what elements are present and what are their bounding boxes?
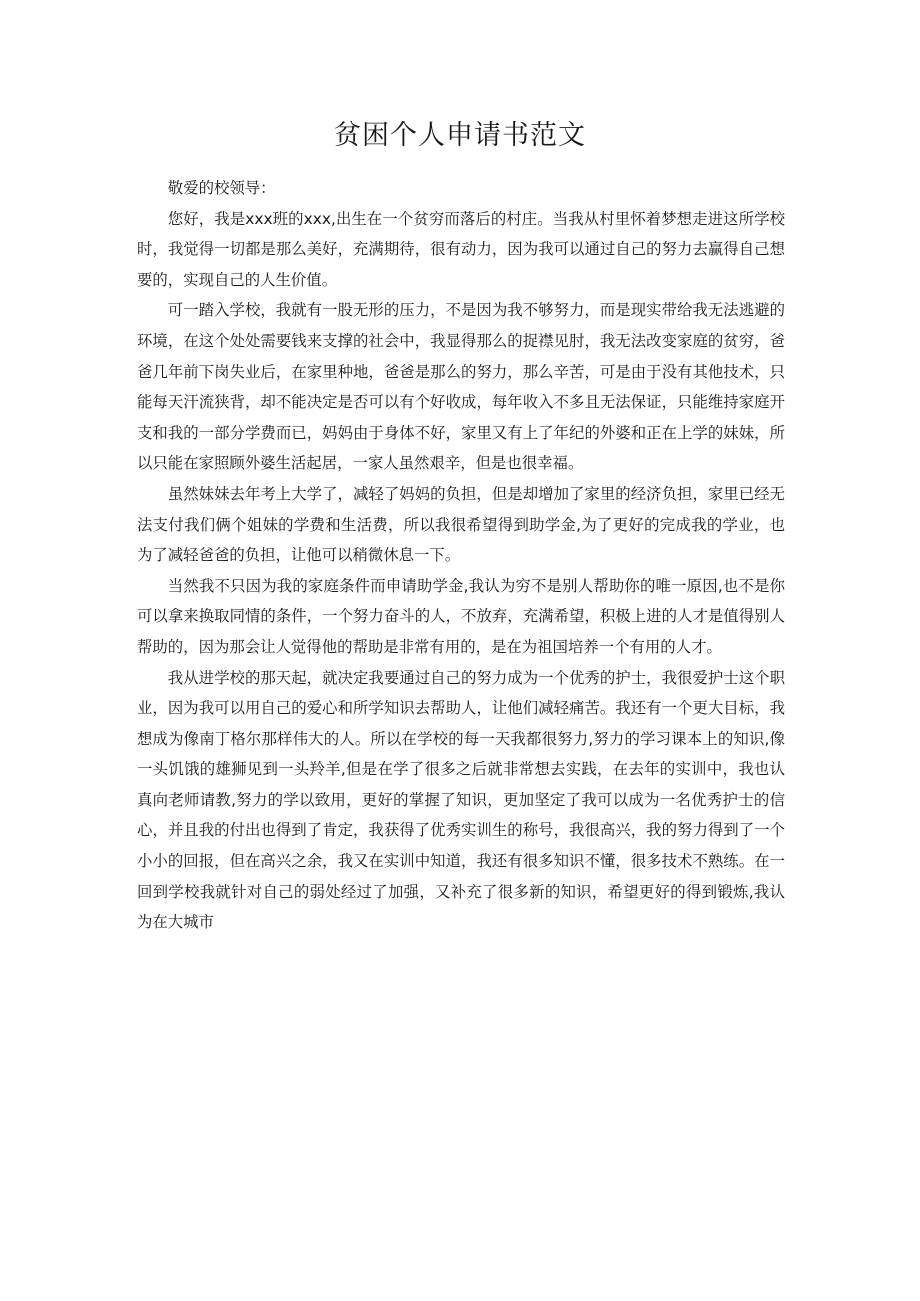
salutation: 敬爱的校领导： xyxy=(167,179,276,197)
paragraph-5: 我从进学校的那天起，就决定我要通过自己的努力成为一个优秀的护士，我很爱护士这个职业，因为我可以用自己的爱心和所学知识去帮助人，让他们减轻痛苦。我还有一个更大目标，我想成为像南丁格尔那样伟大的人。所以在学校的每一天我都很努力,努力的学习课本上的知识,像一头饥饿的雄狮见到一头羚羊,但是在学了很多之后就非常想去实践，在去年的实训中，我也认真向老师请教,努力的学以致用，更好的掌握了知识，更加坚定了我可以成为一名优秀护士的信心，并且我的付出也得到了肯定，我获得了优秀实训生的称号，我很高兴，我的努力得到了一个小小的回报，但在高兴之余，我又在实训中知道，我还有很多知识不懂，很多技术不熟练。在一回到学校我就针对自己的弱处经过了加强，又补充了很多新的知识，希望更好的得到锻炼,我认为在大城市 xyxy=(137,668,785,932)
document-body xyxy=(137,173,785,938)
document-title: 贫困个人申请书范文 xyxy=(334,120,586,151)
paragraph-1: 您好，我是xxx班的xxx,出生在一个贫穷而落后的村庄。当我从村里怀着梦想走进这所学校时，我觉得一切都是那么美好，充满期待，很有动力，因为我可以通过自己的努力去赢得自己想要的，实现自己的人生价值。 xyxy=(137,209,785,289)
paragraph-4: 当然我不只因为我的家庭条件而申请助学金,我认为穷不是别人帮助你的唯一原因,也不是你可以拿来换取同情的条件，一个努力奋斗的人，不放弃，充满希望，积极上进的人才是值得别人帮助的，因为那会让人觉得他的帮助是非常有用的，是在为祖国培养一个有用的人才。 xyxy=(137,576,785,656)
paragraph-3: 虽然妹妹去年考上大学了，减轻了妈妈的负担，但是却增加了家里的经济负担，家里已经无法支付我们俩个姐妹的学费和生活费，所以我很希望得到助学金,为了更好的完成我的学业，也为了减轻爸爸的负担，让他可以稍微休息一下。 xyxy=(137,484,785,565)
paragraph-2: 可一踏入学校，我就有一股无形的压力，不是因为我不够努力，而是现实带给我无法逃避的环境，在这个处处需要钱来支撑的社会中，我显得那么的捉襟见肘，我无法改变家庭的贫穷，爸爸几年前下岗失业后，在家里种地，爸爸是那么的努力，那么辛苦，可是由于没有其他技术，只能每天汗流狭背，却不能决定是否可以有个好收成，每年收入不多且无法保证，只能维持家庭开支和我的一部分学费而已，妈妈由于身体不好，家里又有上了年纪的外婆和正在上学的妹妹，所以只能在家照顾外婆生活起居，一家人虽然艰辛，但是也很幸福。 xyxy=(137,301,785,473)
